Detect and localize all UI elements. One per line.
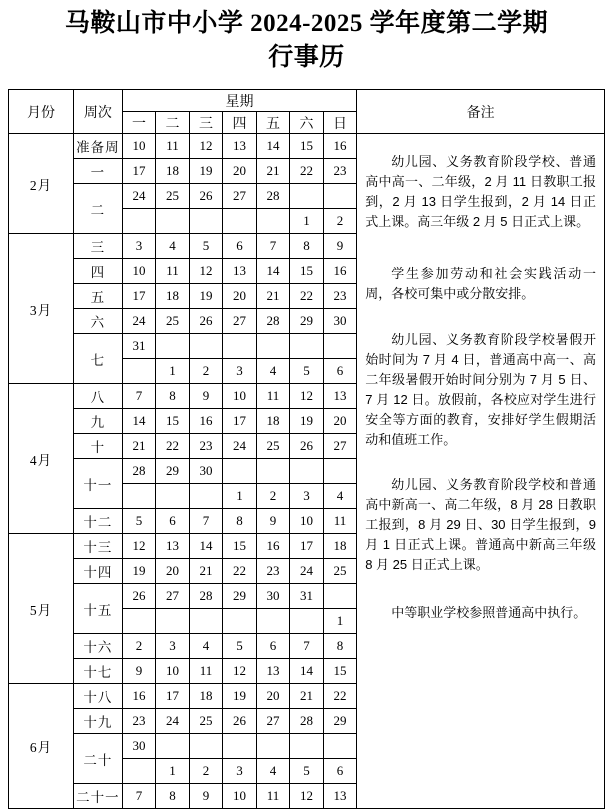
week-cell: 二十 [73,734,122,784]
day-cell-mon: 17 [122,284,156,309]
note-paragraph: 学生参加劳动和社会实践活动一周，各校可集中或分散安排。 [365,266,596,301]
day-cell-mon [122,759,156,784]
day-cell-mon: 10 [122,259,156,284]
day-cell-sun: 22 [323,684,357,709]
day-cell-fri: 4 [256,759,290,784]
day-cell-mon: 16 [122,684,156,709]
day-cell-mon [122,609,156,634]
day-cell-sat [290,184,324,209]
day-cell-wed: 2 [189,759,223,784]
header-week: 周次 [73,90,122,134]
day-cell-fri: 28 [256,309,290,334]
day-cell-sat [290,459,324,484]
header-month: 月份 [9,90,74,134]
day-cell-fri: 25 [256,434,290,459]
day-cell-thu: 26 [223,709,257,734]
day-cell-tue: 20 [156,559,190,584]
day-cell-wed: 28 [189,584,223,609]
day-cell-tue: 8 [156,384,190,409]
day-cell-fri: 14 [256,259,290,284]
day-cell-wed: 12 [189,134,223,159]
day-cell-tue: 17 [156,684,190,709]
header-weekday-fri: 五 [256,112,290,134]
notes-content [357,134,604,808]
day-cell-fri: 11 [256,784,290,809]
header-weekday-sun: 日 [323,112,357,134]
week-cell: 十八 [73,684,122,709]
day-cell-sun: 30 [323,309,357,334]
day-cell-fri [256,609,290,634]
header-weekday-wed: 三 [189,112,223,134]
day-cell-thu: 20 [223,159,257,184]
day-cell-fri: 7 [256,234,290,259]
day-cell-mon: 30 [122,734,156,759]
day-cell-tue: 24 [156,709,190,734]
day-cell-sat: 5 [290,359,324,384]
month-cell: 5月 [9,534,74,684]
header-weekday-mon: 一 [122,112,156,134]
day-cell-thu: 27 [223,309,257,334]
day-cell-sun: 20 [323,409,357,434]
day-cell-sat: 14 [290,659,324,684]
day-cell-fri: 28 [256,184,290,209]
day-cell-sun: 6 [323,759,357,784]
day-cell-tue: 29 [156,459,190,484]
day-cell-sun: 8 [323,634,357,659]
day-cell-fri: 21 [256,284,290,309]
day-cell-tue: 18 [156,284,190,309]
day-cell-wed: 5 [189,234,223,259]
day-cell-sun: 23 [323,159,357,184]
week-cell: 六 [73,309,122,334]
day-cell-fri [256,209,290,234]
day-cell-sun: 13 [323,784,357,809]
day-cell-wed: 25 [189,709,223,734]
day-cell-wed: 7 [189,509,223,534]
day-cell-tue: 11 [156,259,190,284]
day-cell-mon: 2 [122,634,156,659]
day-cell-thu: 8 [223,509,257,534]
month-cell: 4月 [9,384,74,534]
day-cell-sat: 15 [290,259,324,284]
day-cell-mon: 9 [122,659,156,684]
day-cell-tue: 10 [156,659,190,684]
day-cell-sun: 2 [323,209,357,234]
week-cell: 十三 [73,534,122,559]
day-cell-sat: 1 [290,209,324,234]
day-cell-tue: 18 [156,159,190,184]
day-cell-tue [156,734,190,759]
day-cell-wed: 21 [189,559,223,584]
day-cell-fri: 4 [256,359,290,384]
day-cell-thu: 29 [223,584,257,609]
day-cell-tue: 4 [156,234,190,259]
day-cell-fri: 13 [256,659,290,684]
day-cell-sat: 12 [290,784,324,809]
day-cell-thu: 1 [223,484,257,509]
calendar-table-wrap [0,75,613,809]
header-weekday-group: 星期 [122,90,357,112]
day-cell-thu: 13 [223,259,257,284]
day-cell-mon [122,484,156,509]
day-cell-wed: 12 [189,259,223,284]
day-cell-sat: 10 [290,509,324,534]
day-cell-sun [323,184,357,209]
week-cell: 十七 [73,659,122,684]
week-cell: 八 [73,384,122,409]
day-cell-sun: 6 [323,359,357,384]
day-cell-thu: 5 [223,634,257,659]
week-cell: 二 [73,184,122,234]
day-cell-sun [323,734,357,759]
day-cell-tue: 11 [156,134,190,159]
day-cell-tue [156,609,190,634]
day-cell-fri: 23 [256,559,290,584]
day-cell-wed [189,484,223,509]
header-notes: 备注 [357,90,605,134]
day-cell-sat: 17 [290,534,324,559]
note-paragraph: 幼儿园、义务教育阶段学校和普通高中新高一、高二年级，8 月 28 日教职工报到，8 月 29 日、30 日学生报到，9 月 1 日正式上课。普通高中新高三年级 8 月 25 日正式上课。 [365,477,596,572]
day-cell-wed: 16 [189,409,223,434]
day-cell-sat: 12 [290,384,324,409]
day-cell-mon: 3 [122,234,156,259]
day-cell-sun: 16 [323,259,357,284]
day-cell-thu [223,459,257,484]
week-cell: 七 [73,334,122,384]
day-cell-tue: 3 [156,634,190,659]
day-cell-sat: 31 [290,584,324,609]
day-cell-sun: 15 [323,659,357,684]
day-cell-sat: 24 [290,559,324,584]
title-line-2: 行事历 [268,44,345,71]
day-cell-thu: 15 [223,534,257,559]
title-line-1: 马鞍山市中小学 2024-2025 学年度第二学期 [64,10,549,37]
day-cell-sun [323,459,357,484]
header-weekday-sat: 六 [290,112,324,134]
day-cell-wed: 19 [189,159,223,184]
day-cell-wed: 23 [189,434,223,459]
day-cell-tue: 1 [156,359,190,384]
day-cell-fri: 21 [256,159,290,184]
week-cell: 九 [73,409,122,434]
day-cell-mon [122,359,156,384]
day-cell-tue: 13 [156,534,190,559]
day-cell-mon: 24 [122,309,156,334]
day-cell-wed [189,209,223,234]
day-cell-sun: 16 [323,134,357,159]
week-cell: 四 [73,259,122,284]
week-cell: 十四 [73,559,122,584]
day-cell-fri: 11 [256,384,290,409]
day-cell-sat: 22 [290,284,324,309]
day-cell-wed: 11 [189,659,223,684]
day-cell-mon: 31 [122,334,156,359]
day-cell-sun: 1 [323,609,357,634]
day-cell-tue: 8 [156,784,190,809]
day-cell-fri: 18 [256,409,290,434]
day-cell-wed: 26 [189,309,223,334]
day-cell-sat [290,609,324,634]
week-cell: 十一 [73,459,122,509]
note-paragraph: 中等职业学校参照普通高中执行。 [391,605,587,620]
day-cell-thu: 13 [223,134,257,159]
day-cell-tue: 15 [156,409,190,434]
day-cell-wed: 2 [189,359,223,384]
day-cell-sat: 19 [290,409,324,434]
day-cell-sat: 8 [290,234,324,259]
day-cell-sun: 25 [323,559,357,584]
day-cell-fri: 16 [256,534,290,559]
day-cell-tue: 1 [156,759,190,784]
day-cell-sun: 23 [323,284,357,309]
day-cell-mon: 10 [122,134,156,159]
day-cell-sat: 15 [290,134,324,159]
day-cell-mon: 12 [122,534,156,559]
note-paragraph: 幼儿园、义务教育阶段学校、普通高中高一、二年级，2 月 11 日教职工报到，2 月 13 日学生报到，2 月 14 日正式上课。高三年级 2 月 5 日正式上课。 [365,154,596,229]
day-cell-sat: 29 [290,309,324,334]
day-cell-sun: 9 [323,234,357,259]
day-cell-wed: 19 [189,284,223,309]
day-cell-sun: 11 [323,509,357,534]
day-cell-sun [323,334,357,359]
day-cell-tue [156,484,190,509]
week-cell: 十 [73,434,122,459]
day-cell-wed: 4 [189,634,223,659]
day-cell-wed: 14 [189,534,223,559]
header-weekday-tue: 二 [156,112,190,134]
day-cell-thu [223,334,257,359]
day-cell-mon [122,209,156,234]
table-body [9,134,605,809]
day-cell-fri: 9 [256,509,290,534]
day-cell-wed [189,609,223,634]
day-cell-sat: 5 [290,759,324,784]
day-cell-fri [256,459,290,484]
day-cell-tue: 25 [156,309,190,334]
week-cell: 五 [73,284,122,309]
note-paragraph: 幼儿园、义务教育阶段学校暑假开始时间为 7 月 4 日，普通高中高一、高二年级暑假开始时间分别为 7 月 5 日、7 月 12 日。放假前，各校应对学生进行安全等方面的教育，安排好学生假期活动和值班工作。 [365,332,596,447]
header-weekday-thu: 四 [223,112,257,134]
week-cell: 三 [73,234,122,259]
day-cell-sat: 26 [290,434,324,459]
day-cell-mon: 17 [122,159,156,184]
day-cell-fri: 14 [256,134,290,159]
day-cell-mon: 24 [122,184,156,209]
day-cell-sat: 28 [290,709,324,734]
day-cell-tue [156,334,190,359]
week-cell: 十二 [73,509,122,534]
day-cell-mon: 28 [122,459,156,484]
day-cell-tue: 22 [156,434,190,459]
week-cell: 二十一 [73,784,122,809]
day-cell-sun: 29 [323,709,357,734]
day-cell-thu [223,734,257,759]
day-cell-thu: 19 [223,684,257,709]
week-cell: 十五 [73,584,122,634]
day-cell-sun: 18 [323,534,357,559]
day-cell-thu: 20 [223,284,257,309]
day-cell-wed: 18 [189,684,223,709]
day-cell-sat: 21 [290,684,324,709]
day-cell-wed: 26 [189,184,223,209]
day-cell-sat [290,334,324,359]
day-cell-mon: 19 [122,559,156,584]
day-cell-mon: 23 [122,709,156,734]
week-cell: 十九 [73,709,122,734]
day-cell-mon: 7 [122,384,156,409]
day-cell-fri: 6 [256,634,290,659]
academic-calendar-table [8,89,605,809]
day-cell-thu: 12 [223,659,257,684]
day-cell-wed: 30 [189,459,223,484]
day-cell-thu: 6 [223,234,257,259]
day-cell-mon: 7 [122,784,156,809]
month-cell: 6月 [9,684,74,809]
day-cell-thu: 10 [223,384,257,409]
day-cell-sat: 22 [290,159,324,184]
day-cell-sun: 4 [323,484,357,509]
day-cell-mon: 21 [122,434,156,459]
day-cell-fri: 27 [256,709,290,734]
notes-cell [357,134,605,809]
day-cell-thu: 24 [223,434,257,459]
week-cell: 一 [73,159,122,184]
table-row [9,134,605,159]
day-cell-thu: 22 [223,559,257,584]
day-cell-fri [256,334,290,359]
day-cell-tue: 27 [156,584,190,609]
day-cell-sat [290,734,324,759]
day-cell-thu: 17 [223,409,257,434]
day-cell-sat: 7 [290,634,324,659]
day-cell-thu [223,609,257,634]
day-cell-fri: 30 [256,584,290,609]
day-cell-tue: 6 [156,509,190,534]
day-cell-wed: 9 [189,384,223,409]
week-cell: 准备周 [73,134,122,159]
day-cell-thu [223,209,257,234]
day-cell-fri [256,734,290,759]
day-cell-sun: 13 [323,384,357,409]
day-cell-thu: 27 [223,184,257,209]
day-cell-thu: 10 [223,784,257,809]
day-cell-tue: 25 [156,184,190,209]
day-cell-fri: 2 [256,484,290,509]
day-cell-sun [323,584,357,609]
day-cell-sat: 3 [290,484,324,509]
day-cell-wed [189,334,223,359]
day-cell-mon: 5 [122,509,156,534]
day-cell-thu: 3 [223,359,257,384]
day-cell-mon: 26 [122,584,156,609]
day-cell-thu: 3 [223,759,257,784]
table-head [9,90,605,134]
header-row-top [9,90,605,112]
month-cell: 3月 [9,234,74,384]
month-cell: 2月 [9,134,74,234]
day-cell-mon: 14 [122,409,156,434]
day-cell-fri: 20 [256,684,290,709]
day-cell-sun: 27 [323,434,357,459]
day-cell-tue [156,209,190,234]
day-cell-wed [189,734,223,759]
day-cell-wed: 9 [189,784,223,809]
week-cell: 十六 [73,634,122,659]
page-title [0,0,613,75]
